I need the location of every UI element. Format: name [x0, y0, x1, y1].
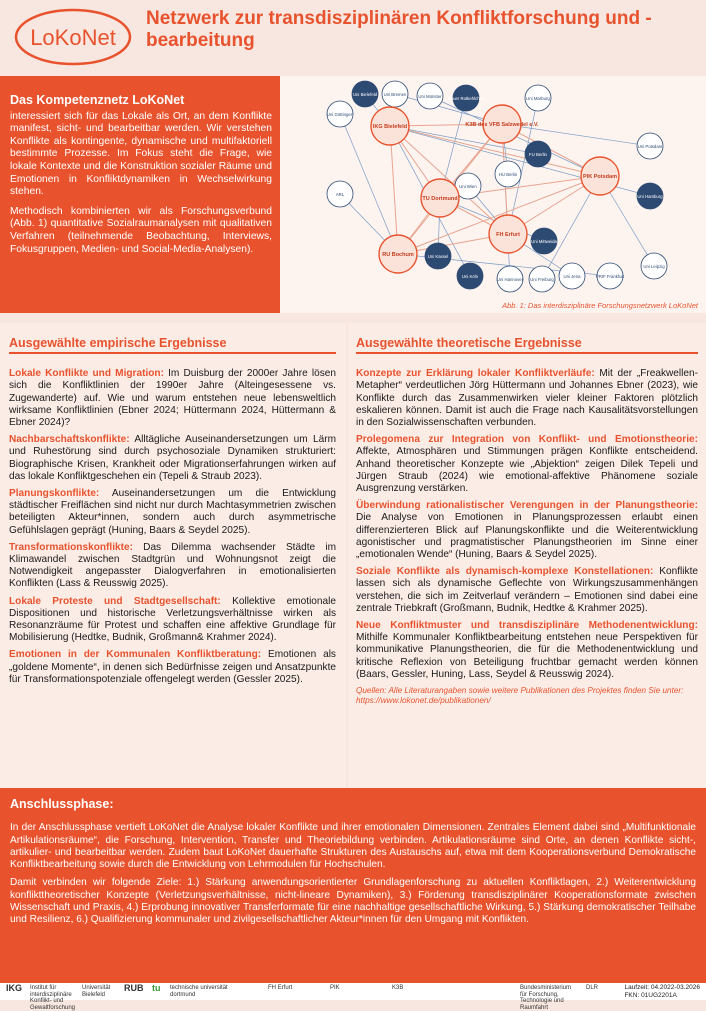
result-text: Mithilfe Kommunaler Konfliktbearbeitung entstehen neue Perspektiven für kommunikative Planungstheorien, die für die Methodenentwicklung und kritische Reflexion von Beteiligung fruchtbar gemacht werden können (Baars, Gessler, Huning, Lass, Seydel & Reusswig 2024).: [356, 632, 698, 680]
hub-label: FH Erfurt: [496, 232, 520, 238]
follow-up-heading: Anschlussphase:: [10, 797, 114, 811]
fhe-logo: FH Erfurt: [268, 985, 293, 991]
node-label: Uni Hamburg: [637, 194, 663, 199]
hub-label: TU Dortmund: [422, 196, 458, 202]
node-label: Neuer Rotkehlchen: [447, 96, 485, 101]
node-label: Uni Bielefeld: [352, 92, 378, 97]
network-diagram: [280, 76, 706, 313]
node-label: Uni Bremen: [383, 92, 407, 97]
bielefeld-logo: Universität Bielefeld: [82, 985, 111, 998]
sources-note[interactable]: Quellen: Alle Literaturangaben sowie weitere Publikationen des Projektes finden Sie unter: https://www.lokonet.de/publikationen/: [356, 686, 684, 706]
hub-label: IKG Bielefeld: [372, 124, 408, 130]
divider: [0, 313, 706, 323]
pik-logo: PIK: [330, 985, 340, 991]
fkn: FKN: 01UG2201A: [624, 991, 677, 999]
result-text: Affekte, Atmosphären und Stimmungen prägen Konflikte entscheidend. Anhand theoretischer Konzepte wie „Abjektion“ zeigen Dilek Tepeli und Jürgen Straub (2024) wie emotional-affektive Phänomene soziale Ausgrenzung verstärken.: [356, 446, 698, 495]
result-title: Nachbarschaftskonflikte:: [9, 434, 130, 446]
node-label: Uni Jena: [563, 274, 581, 279]
figure-caption: Abb. 1: Das interdisziplinäre Forschungsnetzwerk LoKoNet: [502, 301, 698, 310]
result-item: [356, 500, 698, 561]
k3b-logo: K3B: [392, 985, 404, 991]
result-text: Kollektive emotionale Dispositionen und historische Verletzungsverhältnisse wirken als Resonanzräume für Protest und schaffen eine affektive Grundlage für Mobilisierung (Hedtke, Budnik, Großmann& Krahmer 2024).: [9, 595, 337, 644]
result-text: Auseinandersetzungen um die Entwicklung städtischer Freiflächen sind nicht nur durch Machtasymmetrien zwischen beteiligten Akteur*innen, sondern auch durch asymmetrische Gefühlslagen geprägt (Huning, Baars & Seydel 2025).: [9, 488, 336, 536]
result-title: Emotionen in der Kommunalen Konfliktberatung:: [9, 649, 262, 661]
intro-panel: [0, 76, 280, 313]
result-title: Konzepte zur Erklärung lokaler Konfliktverläufe:: [356, 368, 595, 380]
result-text: Mit der „Freakwellen-Metapher“ verdeutlichen Jörg Hüttermann und Johannes Ebner (2023), wie Konflikte durch das Zusammenwirken vieler kleiner Faktoren plötzlich eskalieren können. Damit ist auch die Frage nach Kausalitätsvorstellungen in den Sozialwissenschaften verbunden.: [356, 368, 698, 429]
bmbf-logo: Bundesministerium für Forschung, Technologie und Raumfahrt: [520, 985, 572, 1011]
result-text: Alltägliche Auseinandersetzungen um Lärm und Ruhestörung sind durch psychosoziale Dynamiken strukturiert: Biographische Krisen, Krankheit oder Migrationserfahrungen wirken auf das lokale Konfliktgeschehen ein (Tepeli & Straub 2023).: [9, 434, 336, 482]
node-label: Uni Marburg: [526, 96, 550, 101]
intro-paragraph-2: Methodisch kombinierten wir als Forschungsverbund (Abb. 1) quantitative Sozialraumanalysen mit qualitativen Verfahren (teilnehmende Beobachtung, Interviews, Fokusgruppen, Medien- und Social-Media-Analysen).: [10, 205, 272, 255]
network-figure: [280, 76, 706, 313]
result-item: [9, 434, 336, 483]
intro-heading: Das Kompetenznetz LoKoNet: [10, 93, 185, 107]
intro-paragraph-1: interessiert sich für das Lokale als Ort, an dem Konflikte manifest, sicht- und bearbeitbar werden. Wir verstehen Konflikte als kontingente, dynamische und multifaktoriell bestimmte Prozesse. Im Fokus steht die Frage, wie lokale Kontexte und die Konstruktion sozialer Räume und Emotionen in Konfliktdynamiken in Wechselwirkung stehen.: [10, 110, 272, 198]
node-label: Uni Leipzig: [643, 264, 665, 269]
node-label: Uni Wien: [459, 184, 477, 189]
empirical-heading: Ausgewählte empirische Ergebnisse: [9, 337, 336, 354]
runtime: Laufzeit: 04.2022-03.2026: [624, 984, 700, 991]
result-item: [9, 596, 336, 645]
project-info: [624, 984, 700, 999]
result-item: [356, 368, 698, 429]
hub-label: K3B des VFB Salzwedel e.V.: [465, 122, 539, 128]
footer-logos: [0, 983, 706, 1011]
page-title: Netzwerk zur transdisziplinären Konfliktforschung und -bearbeitung: [146, 8, 652, 51]
logo-text: LoKoNet: [30, 25, 116, 50]
node-label: PRIF Frankfurt: [595, 274, 625, 279]
result-title: Lokale Konflikte und Migration:: [9, 368, 164, 380]
result-text: Das Dilemma wachsender Städte im Klimawandel zwischen Stadtgrün und Wohnungsnot zeigt die Notwendigkeit angepasster Dialogverfahren in emotionalisierten Konflikten (Lass & Reusswig 2025).: [9, 541, 336, 590]
follow-up-phase: [0, 788, 706, 983]
ikg-subtitle: Institut für interdisziplinäre Konflikt- und Gewaltforschung: [30, 985, 76, 1011]
result-item: [356, 620, 698, 681]
result-item: [356, 566, 698, 615]
hub-label: PIK Potsdam: [583, 174, 617, 180]
result-text: Im Duisburg der 2000er Jahre lösen sich die Konfliktlinien der 1990er Jahre (Alteingesessene vs. Zugewanderte) auf. Wie und warum entstehen neue lebensweltlich wirksame Konfliktlinien (Ebner 2024; Hüttermann 2024, Hüttermann & Ebner 2024)?: [9, 368, 336, 429]
result-item: [9, 542, 336, 591]
node-label: FU Berlin: [529, 152, 547, 157]
theoretical-results: [348, 323, 706, 788]
ikg-logo: IKG: [6, 983, 23, 993]
result-item: [9, 368, 336, 429]
result-text: Konflikte lassen sich als dynamische Geflechte von Wirkungszusammenhängen verstehen, die sich im Zeitverlauf verändern – Emotionen sind dabei eine zentrale Triebkraft (Großmann, Budnik, Hedtke & Krahmer 2025).: [356, 566, 698, 614]
result-title: Soziale Konflikte als dynamisch-komplexe Konstellationen:: [356, 566, 654, 578]
rub-logo: RUB: [124, 983, 144, 993]
result-title: Transformationskonflikte:: [9, 541, 133, 553]
node-label: Uni Göttingen: [326, 112, 354, 117]
result-title: Planungskonflikte:: [9, 488, 100, 500]
node-label: Uni Münster: [418, 94, 442, 99]
header: [0, 0, 706, 75]
empirical-results: [0, 323, 346, 788]
result-title: Überwindung rationalistischer Verengungen in der Planungstheorie:: [356, 500, 698, 512]
hub-label: RU Bochum: [382, 252, 414, 258]
result-text: Die Analyse von Emotionen in Planungsprozessen erlaubt einen differenzierteren Blick auf Planungskonflikte und die Weiterentwicklung agonistischer und pragmatistischer Planungstheorien im Sinne einer „emotionalen Wende“ (Huning, Baars & Seydel 2025).: [356, 512, 698, 561]
follow-up-paragraph-1: In der Anschlussphase vertieft LoKoNet die Analyse lokaler Konflikte und ihrer emotionalen Dimensionen. Zentrales Element dabei sind „Multifunktionale Artikulationsräume“, die Forschung, Intervention, Transfer und Theoriebildung verbinden. Artikulationsräume sind Orte, an denen Konflikte sicht-, artikulier- und bearbeitbar werden. Zudem baut LoKoNet dauerhafte Strukturen des Austauschs auf, etwa mit dem Kooperationsverbund Demokratische Konfliktbearbeitung sowie durch die Entwicklung von Lehrmodulen für Hochschulen.: [10, 822, 696, 871]
node-label: Uni Köln: [461, 274, 479, 279]
result-title: Lokale Proteste und Stadtgesellschaft:: [9, 595, 221, 607]
result-title: Neue Konfliktmuster und transdisziplinäre Methodenentwicklung:: [356, 620, 698, 632]
tu-logo: tu: [152, 983, 161, 993]
result-item: [9, 649, 336, 686]
node-label: Uni Potsdam: [637, 144, 663, 149]
tu-subtitle: technische universität dortmund: [170, 985, 228, 998]
node-label: Uni Hannover: [496, 277, 524, 282]
result-text: Emotionen als „goldene Momente“, in denen sich Bedürfnisse zeigen und Ansatzpunkte für Transformationspotenziale offengelegt werden (Gessler 2025).: [9, 649, 336, 685]
node-label: Uni Mittweida: [531, 239, 557, 244]
result-item: [9, 488, 336, 537]
dlr-logo: DLR: [586, 985, 599, 991]
node-label: Uni Freiburg: [530, 277, 554, 282]
node-label: Uni Kassel: [427, 254, 449, 259]
lokonet-logo: [14, 8, 132, 66]
node-label: ARL: [335, 192, 345, 197]
follow-up-paragraph-2: Damit verbinden wir folgende Ziele: 1.) Stärkung anwendungsorientierter Grundlagenforschung zu aktuellen Konfliktlagen, 2.) Weiterentwicklung konflikttheoretischer Konzepte (Verletzungsverhältnisse, nicht-lineare Dynamiken), 3.) Förderung transdisziplinärer Kooperationsformate zwischen Wissenschaft und Praxis, 4.) Erprobung innovativer Transferformate für eine nachhaltige gesellschaftliche Wirkung, 5.) Stärkung demokratischer Teilhabe und Resilienz, 6.) Qualifizierung kommunaler und zivilgesellschaftlicher Akteur*innen für den Umgang mit Konflikten.: [10, 877, 696, 926]
node-label: HU Berlin: [498, 172, 518, 177]
result-item: [356, 434, 698, 495]
result-title: Prolegomena zur Integration von Konflikt- und Emotionstheorie:: [356, 434, 698, 446]
theoretical-heading: Ausgewählte theoretische Ergebnisse: [356, 337, 698, 354]
